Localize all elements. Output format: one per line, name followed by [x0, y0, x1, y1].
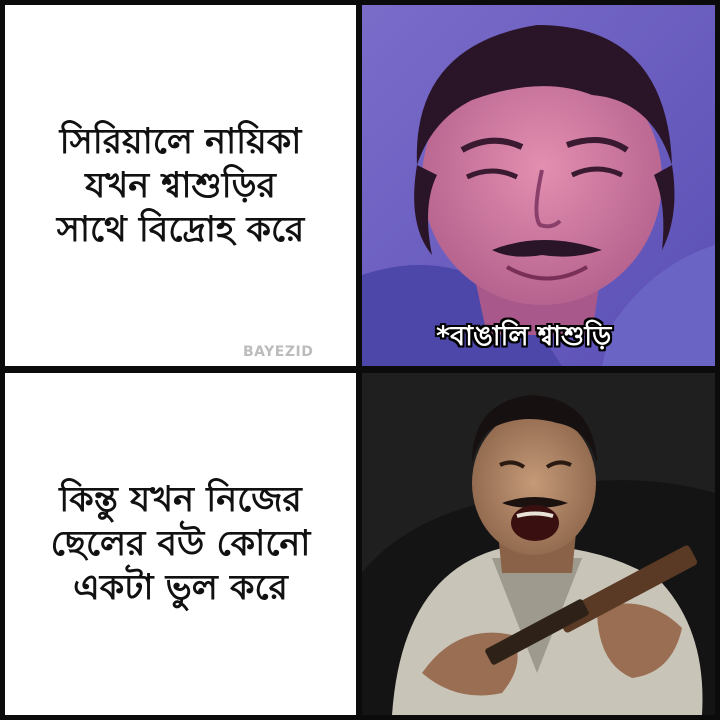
smiling-man-photo [362, 5, 715, 366]
bottom-caption-line-2: ছেলের বউ কোনো [50, 524, 311, 564]
bottom-caption-line-3: একটা ভুল করে [73, 568, 288, 608]
top-caption [57, 120, 305, 252]
watermark: BAYEZID [243, 344, 314, 360]
shouting-man-photo [362, 373, 715, 715]
top-caption-line-1: সিরিয়ালে নায়িকা [59, 121, 302, 162]
bottom-caption-line-1: কিন্তু যখন নিজের [59, 480, 302, 520]
top-caption-line-2: যখন শ্বাশুড়ির [85, 165, 276, 206]
top-caption-line-3: সাথে বিদ্রোহ করে [56, 209, 305, 250]
image-label: *বাঙালি শ্বাশুড়ি [436, 321, 612, 352]
bottom-caption-panel [5, 373, 356, 715]
bottom-caption [51, 478, 311, 610]
top-caption-panel [5, 5, 356, 366]
